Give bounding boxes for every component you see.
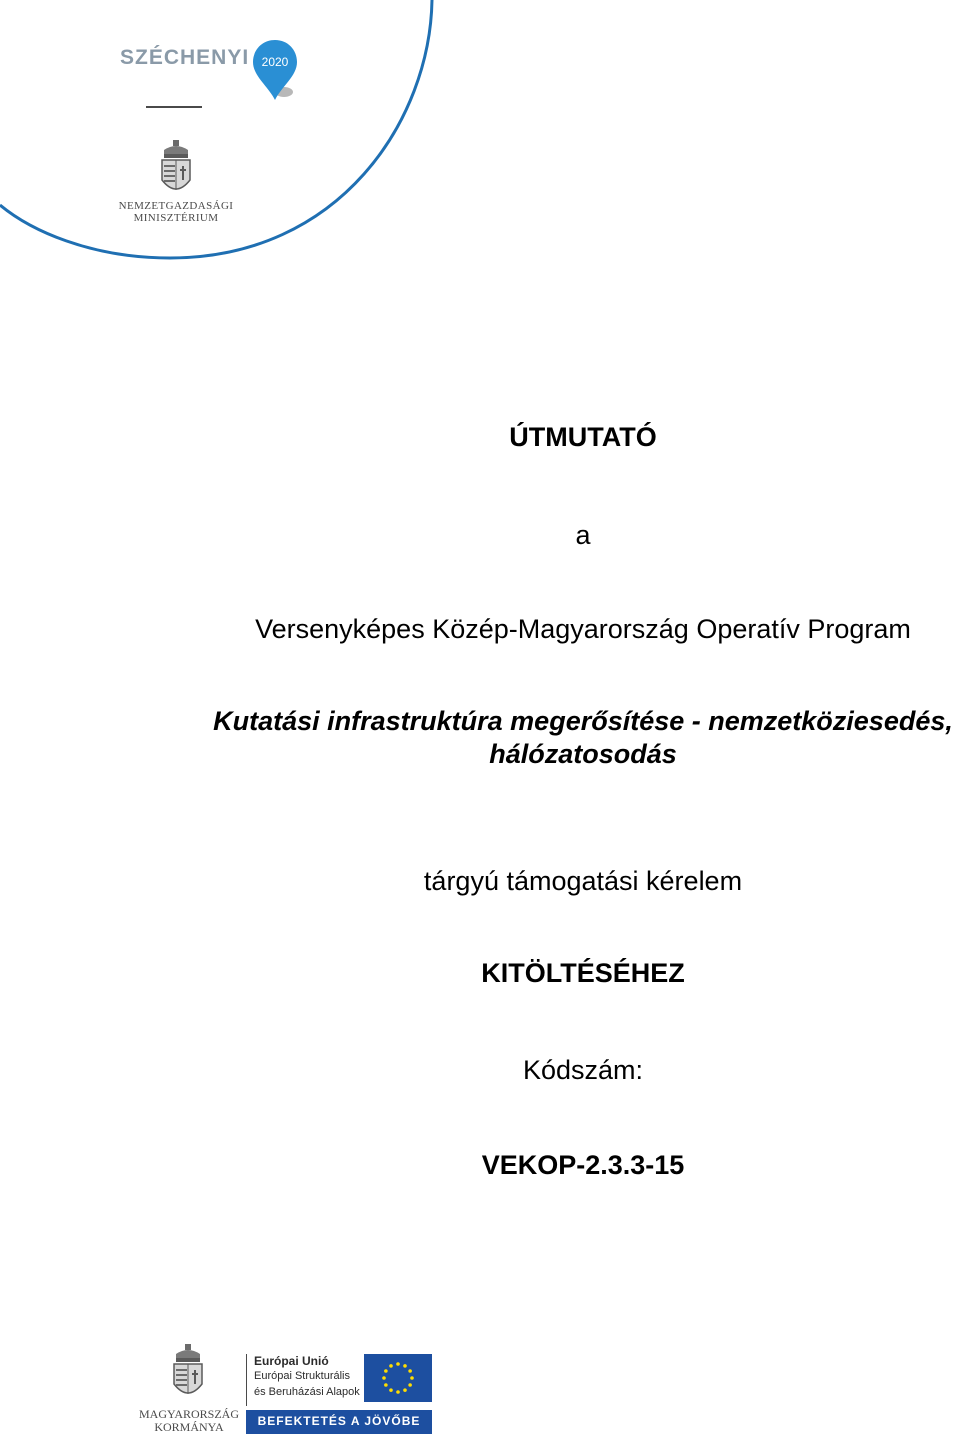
eu-fund-line-1: Európai Strukturális (254, 1370, 350, 1382)
eu-star (410, 1376, 414, 1380)
ministry-name (114, 200, 238, 224)
ministry-line-2: MINISZTÉRIUM (133, 212, 219, 224)
szechenyi-year: 2020 (261, 55, 289, 69)
government-line-2: KORMÁNYA (154, 1420, 224, 1434)
eu-star (389, 1388, 393, 1392)
government-line-1: MAGYARORSZÁG (138, 1407, 239, 1421)
eu-star (396, 1390, 400, 1394)
eu-star (382, 1376, 386, 1380)
eu-star (408, 1383, 412, 1387)
eu-star (403, 1364, 407, 1368)
eu-title: Európai Unió (254, 1354, 329, 1368)
code-value: VEKOP-2.3.3-15 (481, 1150, 685, 1180)
eu-flag-icon (364, 1354, 432, 1402)
subject-line-1: Kutatási infrastruktúra megerősítése - nemzetköziesedés, (213, 706, 953, 736)
document-article: a (575, 520, 591, 550)
document-title: ÚTMUTATÓ (509, 422, 657, 452)
eu-star (384, 1369, 388, 1373)
subject-title (200, 705, 960, 771)
eu-star (389, 1364, 393, 1368)
header-arc (0, 0, 960, 270)
eu-star (396, 1362, 400, 1366)
action-heading: KITÖLTÉSÉHEZ (481, 958, 685, 988)
government-name (132, 1408, 246, 1434)
szechenyi-logo-text: SZÉCHENYI (120, 46, 250, 69)
eu-star (403, 1388, 407, 1392)
code-label: Kódszám: (522, 1055, 644, 1085)
government-coat-of-arms-icon (170, 1344, 206, 1404)
subject-suffix: tárgyú támogatási kérelem (423, 866, 743, 896)
eu-fund-line-2: és Beruházási Alapok (254, 1386, 360, 1398)
eu-slogan: BEFEKTETÉS A JÖVŐBE (257, 1414, 421, 1428)
program-name: Versenyképes Közép-Magyarország Operatív Program (255, 614, 911, 644)
ministry-line-1: NEMZETGAZDASÁGI (118, 200, 234, 212)
eu-divider (246, 1354, 247, 1406)
header-divider (146, 106, 202, 108)
eu-star (384, 1383, 388, 1387)
szechenyi-pin-icon (250, 38, 300, 102)
coat-of-arms-icon (158, 140, 194, 198)
subject-line-2: hálózatosodás (489, 739, 677, 769)
eu-star (408, 1369, 412, 1373)
